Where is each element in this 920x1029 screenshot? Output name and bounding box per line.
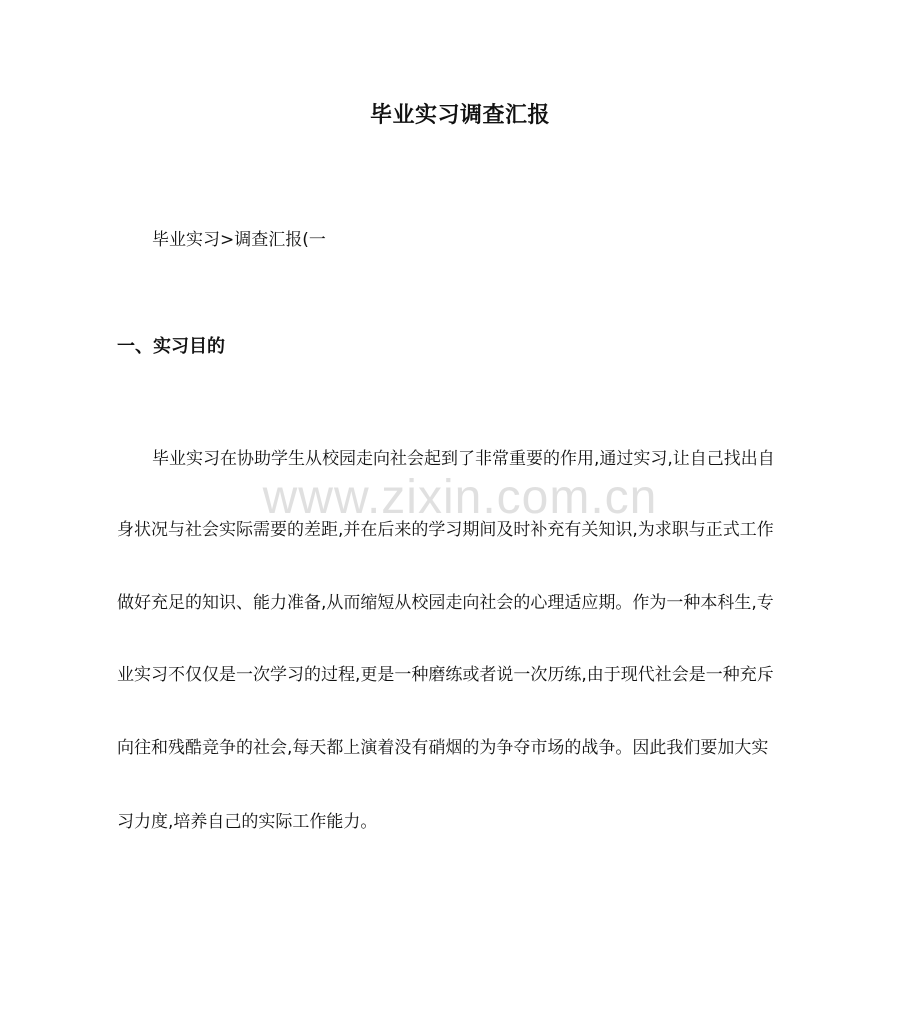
section-heading: 一、实习目的 — [117, 336, 225, 357]
paragraph-line: 身状况与社会实际需要的差距,并在后来的学习期间及时补充有关知识,为求职与正式工作 — [117, 520, 774, 540]
paragraph-line: 向往和残酷竞争的社会,每天都上演着没有硝烟的为争夺市场的战争。因此我们要加大实 — [117, 738, 769, 758]
document-title: 毕业实习调查汇报 — [369, 103, 550, 128]
paragraph-line: 毕业实习在协助学生从校园走向社会起到了非常重要的作用,通过实习,让自己找出自 — [152, 449, 775, 469]
paragraph-line: 做好充足的知识、能力准备,从而缩短从校园走向社会的心理适应期。作为一种本科生,专 — [117, 593, 774, 613]
watermark-text: www.zixin.com.cn — [262, 471, 658, 524]
paragraph-line: 习力度,培养自己的实际工作能力。 — [117, 812, 378, 832]
document-subtitle: 毕业实习>调查汇报(一 — [152, 230, 326, 250]
paragraph-line: 业实习不仅仅是一次学习的过程,更是一种磨练或者说一次历练,由于现代社会是一种充斥 — [117, 665, 774, 685]
